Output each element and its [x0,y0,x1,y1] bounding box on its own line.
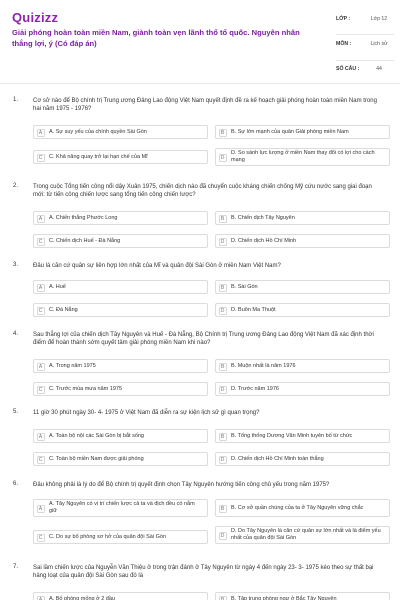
option-letter: C [37,238,45,246]
option-a[interactable] [33,499,208,517]
option-b[interactable] [215,429,390,443]
meta-divider [336,34,394,35]
option-text: C. Đà Nẵng [49,306,78,313]
option-c[interactable] [33,234,208,248]
quizizz-logo[interactable]: Quizizz [12,10,59,25]
option-d[interactable] [215,526,390,544]
option-letter: B [219,505,227,513]
option-text: C. Toàn bộ miền Nam được giải phóng [49,455,144,462]
worksheet-title: Giải phóng hoàn toàn miền Nam, giành toàn vẹn lãnh thổ tổ quốc. Nguyên nhân thắng lợi, ý (Có đáp án) [12,28,300,48]
option-text: D. Chiến dịch Hồ Chí Minh toàn thắng [231,455,324,462]
question-number: 6. [13,481,19,487]
option-text: B. Tập trung phòng ngự ở Bắc Tây Nguyên [231,595,337,600]
option-text: C. Do sự bố phòng sơ hở của quân đội Sài Gòn [49,533,166,540]
option-text: D. So sánh lực lượng ở miền Nam thay đổi có lợi cho cách mạng [231,150,375,163]
option-text: A. Toàn bộ nội các Sài Gòn bị bắt sống [49,432,144,439]
option-a[interactable] [33,429,208,443]
option-text: B. Chiến dịch Tây Nguyên [231,214,295,221]
option-a[interactable] [33,125,208,139]
question-number: 2. [13,183,19,189]
option-letter: A [37,284,45,292]
option-d[interactable] [215,452,390,466]
option-a[interactable] [33,359,208,373]
option-letter: D [219,386,227,394]
option-c[interactable] [33,530,208,544]
option-a[interactable] [33,592,208,600]
option-letter: B [219,363,227,371]
option-text: C. Trước mùa mưa năm 1975 [49,385,123,392]
option-text: A. Chiến thắng Phước Long [49,214,118,221]
option-letter: B [219,433,227,441]
option-d[interactable] [215,148,390,166]
option-letter: D [219,532,227,540]
option-letter: B [219,215,227,223]
option-letter: C [37,386,45,394]
option-c[interactable] [33,382,208,396]
option-letter: A [37,363,45,371]
option-text: A. Huế [49,283,66,290]
option-letter: D [219,307,227,315]
option-d[interactable] [215,382,390,396]
option-text: B. Muộn nhất là năm 1976 [231,362,296,369]
option-letter: A [37,505,45,513]
question-text: 11 giờ 30 phút ngày 30- 4- 1975 ở Việt Nam đã diễn ra sự kiện lịch sử gì quan trọng? [33,410,260,416]
option-b[interactable] [215,211,390,225]
option-b[interactable] [215,125,390,139]
option-letter: D [219,238,227,246]
option-letter: B [219,284,227,292]
option-b[interactable] [215,280,390,294]
option-letter: B [219,596,227,600]
option-letter: C [37,154,45,162]
class-value: Lớp 12 [370,16,388,22]
option-text: C. Chiến dịch Huế - Đà Nẵng [49,237,121,244]
option-text: A. Sự suy yếu của chính quyền Sài Gòn [49,128,147,135]
option-letter: C [37,307,45,315]
question-text: Đâu là căn cứ quân sự liên hợp lớn nhất của Mĩ và quân đội Sài Gòn ở miền Nam Việt Nam? [33,263,281,269]
option-text: A. Tây Nguyên có vị trí chiến lược cả ta và địch đều có nắm giữ [49,501,195,514]
subject-label: MÔN : [336,41,352,47]
option-d[interactable] [215,303,390,317]
count-label: SỐ CÂU : [336,66,360,72]
question-number: 4. [13,331,19,337]
question-number: 3. [13,262,19,268]
option-letter: A [37,596,45,600]
subject-value: Lịch sử [370,41,388,47]
option-b[interactable] [215,359,390,373]
option-text: D. Do Tây Nguyên là căn cứ quân sự lớn nhất và là điểm yếu nhất của quân đội Sài Gòn [231,528,381,541]
option-letter: D [219,456,227,464]
option-letter: C [37,534,45,542]
option-letter: B [219,129,227,137]
option-a[interactable] [33,211,208,225]
question-text: Đâu không phải là lý do để Bộ chính trị quyết định chọn Tây Nguyên hướng tiến công chủ yếu trong năm 1975? [33,482,330,488]
option-letter: D [219,154,227,162]
option-b[interactable] [215,499,390,517]
question-text: Sau thắng lợi của chiến dịch Tây Nguyên và Huế - Đà Nẵng, Bộ Chính trị Trung ương Đảng Lao động Việt Nam đã xác định thời điểm để hoàn thành sớm quyết tâm giải phóng miền Nam khi nào? [33,332,374,346]
question-number: 1. [13,97,19,103]
option-text: D. Buôn Ma Thuột [231,306,276,313]
question-number: 7. [13,564,19,570]
option-text: A. Bố phòng mỏng ở 2 đầu [49,595,115,600]
class-label: LỚP : [336,16,351,22]
question-number: 5. [13,409,19,415]
worksheet-header [0,0,400,82]
option-text: C. Khả năng quay trở lại hạn chế của Mĩ [49,153,148,160]
question-text: Sai lầm chiến lược của Nguyễn Văn Thiệu ở trong trận đánh ở Tây Nguyên từ ngày 4 đến ngày 23- 3- 1975 kéo theo sự thất bại hàng loạt của quân đội Sài Gòn sau đó là [33,565,374,579]
option-b[interactable] [215,592,390,600]
option-letter: A [37,433,45,441]
meta-divider [336,60,394,61]
option-text: B. Tổng thống Dương Văn Minh tuyên bố từ chức [231,432,353,439]
option-text: B. Cơ sở quần chúng của ta ở Tây Nguyên vững chắc [231,504,364,511]
option-a[interactable] [33,280,208,294]
option-c[interactable] [33,303,208,317]
option-text: D. Trước năm 1976 [231,385,279,392]
header-divider [0,83,400,84]
option-text: B. Sài Gòn [231,283,258,290]
question-text: Cơ sở nào để Bộ chính trị Trung ương Đảng Lao động Việt Nam quyết định đề ra kế hoạch giải phóng hoàn toàn miền Nam trong hai năm 1975 - 1976? [33,98,377,112]
option-c[interactable] [33,452,208,466]
option-text: D. Chiến dịch Hồ Chí Minh [231,237,297,244]
option-letter: A [37,129,45,137]
option-letter: A [37,215,45,223]
option-c[interactable] [33,150,208,164]
option-text: A. Trong năm 1975 [49,362,96,369]
question-text: Trong cuộc Tổng tiến công nổi dậy Xuân 1975, chiến dịch nào đã chuyển cuộc kháng chiến chống Mỹ cứu nước sang giai đoạn mới: từ tiến công chiến lược sang tổng tiến công chiến lược? [33,184,372,198]
option-d[interactable] [215,234,390,248]
option-text: B. Sự lớn mạnh của quân Giải phóng miền Nam [231,128,349,135]
count-value: 44 [376,66,382,72]
option-letter: C [37,456,45,464]
